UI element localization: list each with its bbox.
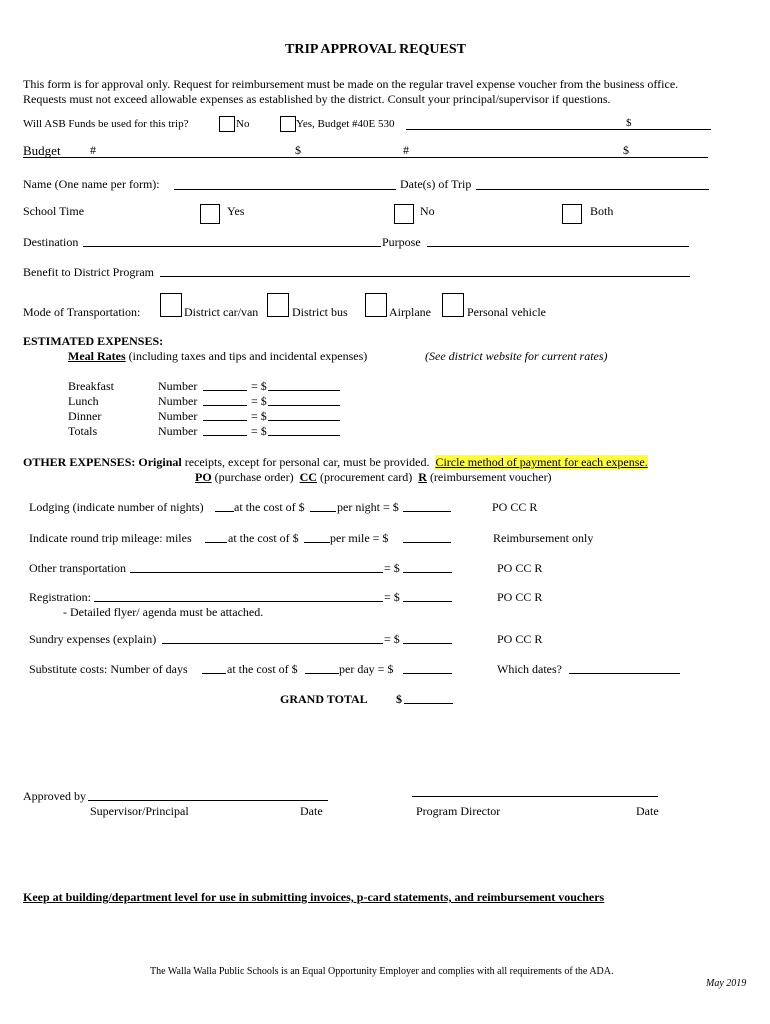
asb-no-checkbox[interactable] bbox=[219, 116, 235, 132]
substitute-per-day: per day = $ bbox=[339, 662, 394, 676]
budget-hash-1: # bbox=[90, 143, 96, 157]
meal-eq: = $ bbox=[251, 394, 267, 408]
meal-dinner: Dinner bbox=[68, 409, 102, 423]
meal-number-label: Number bbox=[158, 424, 198, 438]
other-transport-payment-options[interactable]: PO CC R bbox=[497, 561, 543, 575]
program-director-label: Program Director bbox=[416, 804, 501, 818]
asb-question: Will ASB Funds be used for this trip? bbox=[23, 118, 189, 130]
registration-eq: = $ bbox=[384, 590, 400, 604]
other-expenses-line bbox=[23, 456, 648, 468]
school-time-yes-checkbox[interactable] bbox=[200, 204, 220, 224]
meal-number-field[interactable] bbox=[203, 420, 247, 421]
reimbursement-only: Reimbursement only bbox=[493, 531, 594, 545]
keep-at-building-note: Keep at building/department level for use in submitting invoices, p-card statements, and reimbursement vouchers bbox=[23, 890, 605, 904]
school-time-both-label: Both bbox=[590, 204, 614, 218]
mileage-cost-label: at the cost of $ bbox=[228, 531, 299, 545]
substitute-days-field[interactable] bbox=[202, 673, 226, 674]
other-transport-eq: = $ bbox=[384, 561, 400, 575]
school-time-yes-label: Yes bbox=[227, 204, 245, 218]
transport-bus-checkbox[interactable] bbox=[267, 293, 289, 317]
lodging-cost-label: at the cost of $ bbox=[234, 500, 305, 514]
meal-amount-field[interactable] bbox=[268, 435, 340, 436]
mileage-miles-field[interactable] bbox=[205, 542, 227, 543]
meal-number-field[interactable] bbox=[203, 390, 247, 391]
dates-field[interactable] bbox=[476, 189, 709, 190]
budget-dollar-2: $ bbox=[623, 143, 629, 157]
lodging-total-field[interactable] bbox=[403, 511, 451, 512]
transport-airplane-checkbox[interactable] bbox=[365, 293, 387, 317]
meal-number-label: Number bbox=[158, 379, 198, 393]
legend-r: R bbox=[418, 470, 427, 484]
registration-field[interactable] bbox=[94, 601, 383, 602]
which-dates-label: Which dates? bbox=[497, 662, 562, 676]
intro-line-2: Requests must not exceed allowable expenses as established by the district. Consult your principal/supervisor if questions. bbox=[23, 92, 611, 106]
mileage-label: Indicate round trip mileage: miles bbox=[29, 531, 192, 545]
which-dates-field[interactable] bbox=[569, 673, 680, 674]
lodging-label: Lodging (indicate number of nights) bbox=[29, 500, 204, 514]
other-transport-field[interactable] bbox=[130, 572, 383, 573]
equal-opportunity-footer: The Walla Walla Public Schools is an Equal Opportunity Employer and complies with all requirements of the ADA. bbox=[150, 966, 614, 977]
school-time-both-checkbox[interactable] bbox=[562, 204, 582, 224]
page-title: TRIP APPROVAL REQUEST bbox=[285, 42, 467, 57]
meal-eq: = $ bbox=[251, 379, 267, 393]
meal-rates-note: (including taxes and tips and incidental expenses) bbox=[125, 349, 368, 363]
budget-dollar-1: $ bbox=[295, 143, 301, 157]
substitute-rate-field[interactable] bbox=[305, 673, 339, 674]
budget-line[interactable] bbox=[23, 157, 708, 158]
substitute-cost-label: at the cost of $ bbox=[227, 662, 298, 676]
asb-budget-line[interactable] bbox=[406, 129, 711, 130]
transport-bus-label: District bus bbox=[292, 305, 348, 319]
see-district-website: (See district website for current rates) bbox=[425, 349, 608, 363]
school-time-no-checkbox[interactable] bbox=[394, 204, 414, 224]
sundry-total-field[interactable] bbox=[403, 643, 452, 644]
budget-label: Budget bbox=[23, 143, 61, 158]
meal-amount-field[interactable] bbox=[268, 390, 340, 391]
grand-total-field[interactable] bbox=[404, 703, 453, 704]
mileage-rate-field[interactable] bbox=[304, 542, 330, 543]
approved-by-signature-line[interactable] bbox=[88, 800, 328, 801]
benefit-field[interactable] bbox=[160, 276, 690, 277]
circle-method-note: Circle method of payment for each expense. bbox=[435, 455, 648, 469]
meal-amount-field[interactable] bbox=[268, 420, 340, 421]
meal-number-field[interactable] bbox=[203, 405, 247, 406]
purpose-field[interactable] bbox=[427, 246, 689, 247]
estimated-heading: ESTIMATED EXPENSES: bbox=[23, 334, 164, 348]
asb-yes-label: Yes, Budget #40E 530 bbox=[296, 118, 395, 130]
grand-total-dollar: $ bbox=[396, 692, 402, 706]
registration-payment-options[interactable]: PO CC R bbox=[497, 590, 543, 604]
meal-eq: = $ bbox=[251, 409, 267, 423]
purpose-label: Purpose bbox=[382, 235, 421, 249]
payment-legend bbox=[195, 471, 552, 483]
school-time-no-label: No bbox=[420, 204, 435, 218]
meal-rates-line bbox=[68, 350, 367, 362]
name-field[interactable] bbox=[174, 189, 396, 190]
meal-breakfast: Breakfast bbox=[68, 379, 114, 393]
other-original: Original bbox=[138, 455, 182, 469]
sundry-payment-options[interactable]: PO CC R bbox=[497, 632, 543, 646]
dates-label: Date(s) of Trip bbox=[400, 177, 472, 191]
transport-personal-label: Personal vehicle bbox=[467, 305, 546, 319]
lodging-nights-field[interactable] bbox=[215, 511, 234, 512]
meal-lunch: Lunch bbox=[68, 394, 99, 408]
legend-po: PO bbox=[195, 470, 212, 484]
name-label: Name (One name per form): bbox=[23, 177, 160, 191]
substitute-total-field[interactable] bbox=[403, 673, 452, 674]
sundry-label: Sundry expenses (explain) bbox=[29, 632, 157, 646]
transport-label: Mode of Transportation: bbox=[23, 305, 141, 319]
other-transport-total-field[interactable] bbox=[403, 572, 452, 573]
asb-no-label: No bbox=[236, 118, 250, 130]
legend-cc: CC bbox=[299, 470, 317, 484]
mileage-total-field[interactable] bbox=[403, 542, 451, 543]
sundry-eq: = $ bbox=[384, 632, 400, 646]
intro-line-1: This form is for approval only. Request for reimbursement must be made on the regular travel expense voucher from the business office. bbox=[23, 77, 679, 91]
asb-dollar: $ bbox=[626, 117, 632, 129]
transport-airplane-label: Airplane bbox=[389, 305, 431, 319]
destination-label: Destination bbox=[23, 235, 79, 249]
form-version-date: May 2019 bbox=[706, 978, 747, 989]
asb-yes-checkbox[interactable] bbox=[280, 116, 296, 132]
school-time-label: School Time bbox=[23, 204, 85, 218]
mileage-per-mile: per mile = $ bbox=[330, 531, 389, 545]
transport-car-label: District car/van bbox=[184, 305, 259, 319]
lodging-rate-field[interactable] bbox=[310, 511, 336, 512]
budget-hash-2: # bbox=[403, 143, 409, 157]
lodging-per-night: per night = $ bbox=[337, 500, 399, 514]
benefit-label: Benefit to District Program bbox=[23, 265, 154, 279]
transport-personal-checkbox[interactable] bbox=[442, 293, 464, 317]
lodging-payment-options[interactable]: PO CC R bbox=[492, 500, 538, 514]
substitute-label: Substitute costs: Number of days bbox=[29, 662, 188, 676]
sundry-field[interactable] bbox=[162, 643, 383, 644]
destination-field[interactable] bbox=[83, 246, 381, 247]
registration-total-field[interactable] bbox=[403, 601, 452, 602]
approval-date-label: Date bbox=[300, 804, 323, 818]
supervisor-principal-label: Supervisor/Principal bbox=[90, 804, 189, 818]
program-director-signature-line[interactable] bbox=[412, 796, 658, 797]
registration-note: - Detailed flyer/ agenda must be attached. bbox=[63, 605, 264, 619]
transport-car-checkbox[interactable] bbox=[160, 293, 182, 317]
meal-eq: = $ bbox=[251, 424, 267, 438]
approved-by-label: Approved by bbox=[23, 789, 86, 803]
meal-totals: Totals bbox=[68, 424, 98, 438]
meal-number-label: Number bbox=[158, 409, 198, 423]
other-transport-label: Other transportation bbox=[29, 561, 126, 575]
other-text: receipts, except for personal car, must be provided. bbox=[181, 455, 430, 469]
legend-r-desc: (reimbursement voucher) bbox=[426, 470, 552, 484]
other-expenses-heading: OTHER EXPENSES: bbox=[23, 455, 136, 469]
meal-number-label: Number bbox=[158, 394, 198, 408]
meal-rates-label: Meal Rates bbox=[68, 349, 126, 363]
registration-label: Registration: bbox=[29, 590, 91, 604]
legend-cc-desc: (procurement card) bbox=[316, 470, 413, 484]
grand-total-label: GRAND TOTAL bbox=[280, 692, 368, 706]
meal-number-field[interactable] bbox=[203, 435, 247, 436]
legend-po-desc: (purchase order) bbox=[211, 470, 294, 484]
meal-amount-field[interactable] bbox=[268, 405, 340, 406]
director-date-label: Date bbox=[636, 804, 659, 818]
